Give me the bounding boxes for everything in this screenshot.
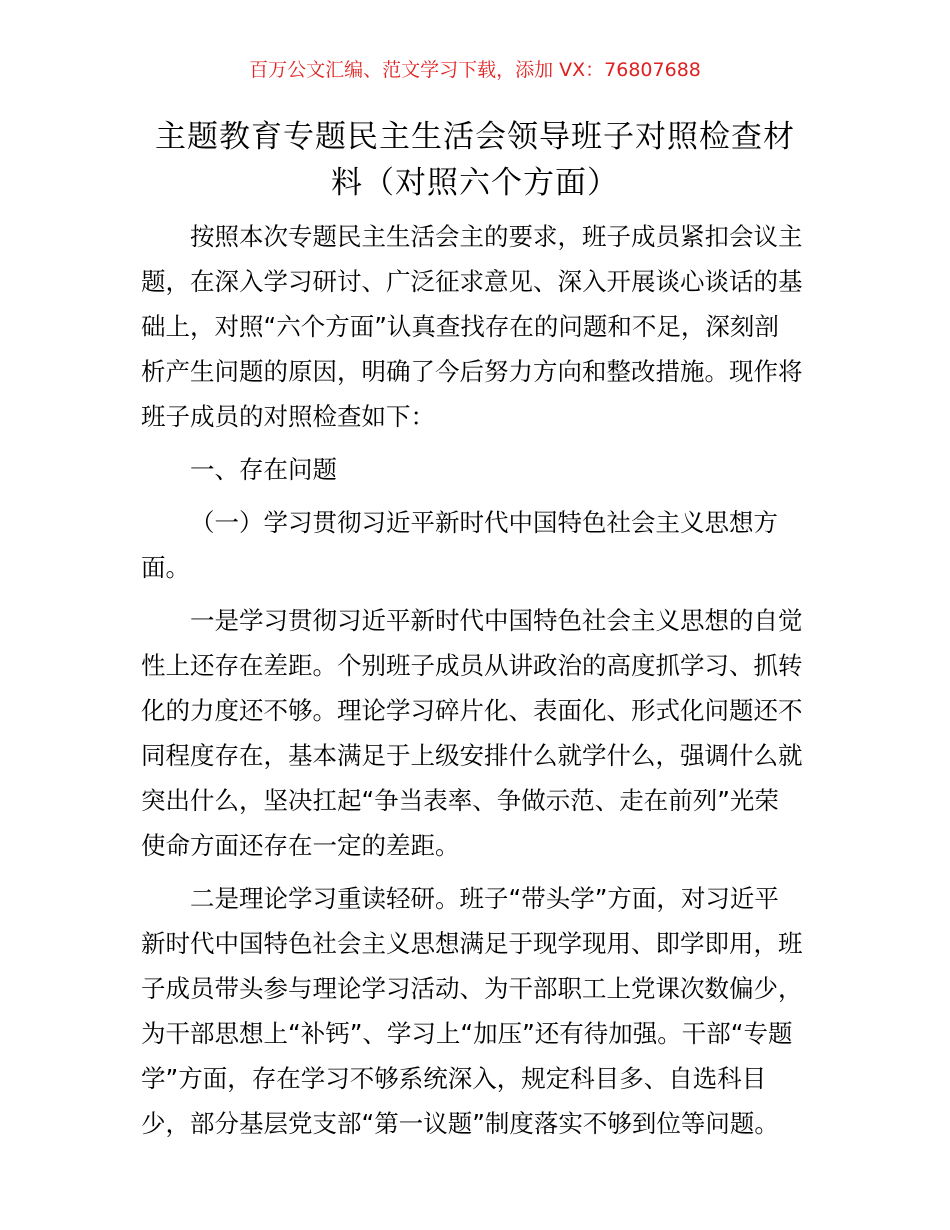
document-title [130, 114, 820, 206]
text-line: 础上，对照“六个方面”认真查找存在的问题和不足，深刻剖 [141, 312, 779, 341]
paragraph-point-2 [141, 876, 813, 1146]
text-line: 按照本次专题民主生活会主的要求，班子成员紧扣会议主 [190, 222, 803, 251]
header-watermark-text: 百万公文汇编、范文学习下载，添加 VX：76807688 [249, 59, 701, 81]
title-line-2: 料（对照六个方面） [331, 165, 619, 201]
text-line: 一是学习贯彻习近平新时代中国特色社会主义思想的自觉 [190, 606, 803, 635]
text-line: 新时代中国特色社会主义思想满足于现学现用、即学即用，班 [141, 929, 803, 958]
text-line: 班子成员的对照检查如下： [141, 402, 435, 431]
text-line: 二是理论学习重读轻研。班子“带头学”方面，对习近平 [190, 884, 779, 913]
document-body [141, 214, 813, 1146]
text-line: 题，在深入学习研讨、广泛征求意见、深入开展谈心谈话的基 [141, 267, 803, 296]
text-line: （一）学习贯彻习近平新时代中国特色社会主义思想方 [190, 508, 778, 537]
text-line: 为干部思想上“补钙”、学习上“加压”还有待加强。干部“专题 [141, 1019, 793, 1048]
subsection-heading-study [141, 500, 813, 590]
text-line: 学”方面，存在学习不够系统深入，规定科目多、自选科目 [141, 1064, 767, 1093]
text-line: 面。 [141, 553, 190, 582]
paragraph-point-1 [141, 598, 813, 868]
text-line: 析产生问题的原因，明确了今后努力方向和整改措施。现作将 [141, 357, 803, 386]
text-line: 同程度存在，基本满足于上级安排什么就学什么，强调什么就 [141, 741, 803, 770]
text-line: 性上还存在差距。个别班子成员从讲政治的高度抓学习、抓转 [141, 651, 803, 680]
text-line: 使命方面还存在一定的差距。 [141, 831, 460, 860]
paragraph-intro [141, 214, 813, 439]
title-line-1: 主题教育专题民主生活会领导班子对照检查材 [155, 119, 795, 155]
section-heading-problems: 一、存在问题 [190, 455, 337, 484]
text-line: 子成员带头参与理论学习活动、为干部职工上党课次数偏少， [141, 974, 803, 1003]
text-line: 化的力度还不够。理论学习碎片化、表面化、形式化问题还不 [141, 696, 803, 725]
text-line: 少，部分基层党支部“第一议题”制度落实不够到位等问题。 [141, 1109, 779, 1138]
text-line: 突出什么，坚决扛起“争当表率、争做示范、走在前列”光荣 [141, 786, 779, 815]
